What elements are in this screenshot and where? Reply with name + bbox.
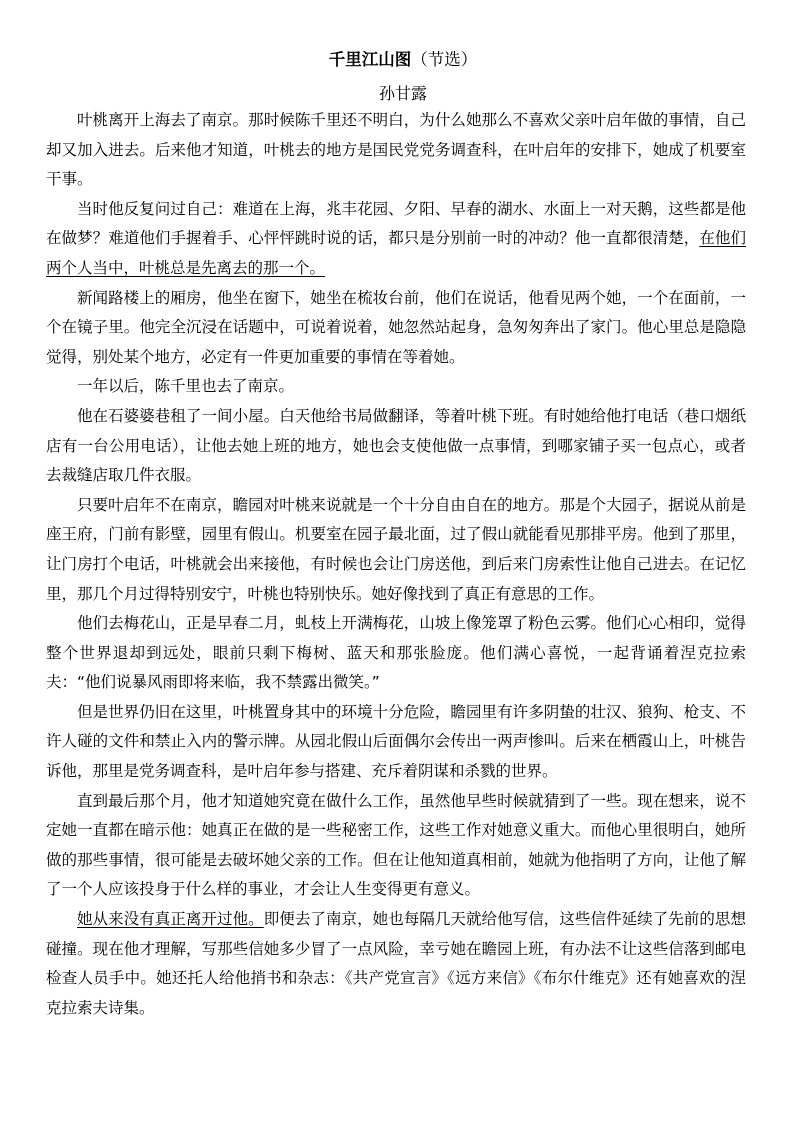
paragraph: 他们去梅花山，正是早春二月，虬枝上开满梅花，山坡上像笼罩了粉色云雾。他们心心相印，觉得整个世界退却到远处，眼前只剩下梅树、蓝天和那张脸庞。他们满心喜悦，一起背诵着涅克拉索夫：“他们说暴风雨即将来临，我不禁露出微笑。” bbox=[46, 614, 746, 692]
title-main: 千里江山图 bbox=[328, 50, 412, 69]
author-name: 孙甘露 bbox=[378, 84, 427, 103]
article-title bbox=[60, 48, 746, 72]
paragraph-rest: 即便去了南京，她也每隔几天就给他写信，这些信件延续了先前的思想碰撞。现在他才理解，写那些信她多少冒了一点风险，幸亏她在瞻园上班，有办法不让这些信落到邮电检查人员手中。她还托人给他捎书和杂志：《共产党宣言》《远方来信》《布尔什维克》还有她喜欢的涅克拉索夫诗集。 bbox=[46, 910, 746, 1017]
paragraph: 直到最后那个月，他才知道她究竟在做什么工作，虽然他早些时候就猜到了一些。现在想来，说不定她一直都在暗示他：她真正在做的是一些秘密工作，这些工作对她意义重大。而他心里很明白，她所做的那些事情，很可能是去破坏她父亲的工作。但在让他知道真相前，她就为他指明了方向，让他了解了一个人应该投身于什么样的事业，才会让人生变得更有意义。 bbox=[46, 791, 746, 899]
paragraph: 但是世界仍旧在这里，叶桃置身其中的环境十分危险，瞻园里有许多阴蛰的壮汉、狼狗、枪支、不许人碰的文件和禁止入内的警示牌。从园北假山后面偶尔会传出一两声惨叫。后来在栖霞山上，叶桃告诉他，那里是党务调查科，是叶启年参与搭建、充斥着阴谋和杀戮的世界。 bbox=[46, 702, 746, 781]
title-subtitle: （节选） bbox=[411, 50, 478, 69]
document-page bbox=[46, 48, 746, 1023]
paragraph bbox=[46, 905, 746, 1023]
underlined-sentence: 在他们两个人当中，叶桃总是先离去的那一个。 bbox=[46, 229, 746, 277]
paragraph: 新闻路楼上的厢房，他坐在窗下，她坐在梳妆台前，他们在说话，他看见两个她，一个在面前，一个在镜子里。他完全沉浸在话题中，可说着说着，她忽然站起身，急匆匆奔出了家门。他心里总是隐隐觉得，别处某个地方，必定有一件更加重要的事情在等着她。 bbox=[46, 288, 746, 366]
paragraph: 叶桃离开上海去了南京。那时候陈千里还不明白，为什么她那么不喜欢父亲叶启年做的事情，自己却又加入进去。后来他才知道，叶桃去的地方是国民党党务调查科，在叶启年的安排下，她成了机要室干事。 bbox=[46, 111, 746, 189]
paragraph bbox=[46, 195, 746, 284]
paragraph: 一年以后，陈千里也去了南京。 bbox=[77, 377, 295, 396]
underlined-sentence: 她从来没有真正离开过他。 bbox=[77, 910, 264, 929]
paragraph-text: 当时他反复问过自己：难道在上海，兆丰花园、夕阳、早春的湖水、水面上一对天鹅，这些都是他在做梦？难道他们手握着手、心怦怦跳时说的话，都只是分别前一时的冲动？他一直都很清楚， bbox=[46, 199, 746, 248]
paragraph: 只要叶启年不在南京，瞻园对叶桃来说就是一个十分自由自在的地方。那是个大园子，据说从前是座王府，门前有影壁，园里有假山。机要室在园子最北面，过了假山就能看见那排平房。他到了那里，让门房打个电话，叶桃就会出来接他，有时候也会让门房送他，到后来门房索性让他自己进去。在记忆里，那几个月过得特别安宁，叶桃也特别快乐。她好像找到了真正有意思的工作。 bbox=[46, 495, 746, 603]
paragraph: 他在石婆婆巷租了一间小屋。白天他给书局做翻译，等着叶桃下班。有时她给他打电话（巷口烟纸店有一台公用电话），让他去她上班的地方，她也会支使他做一点事情，到哪家铺子买一包点心，或者去裁缝店取几件衣服。 bbox=[46, 406, 746, 485]
